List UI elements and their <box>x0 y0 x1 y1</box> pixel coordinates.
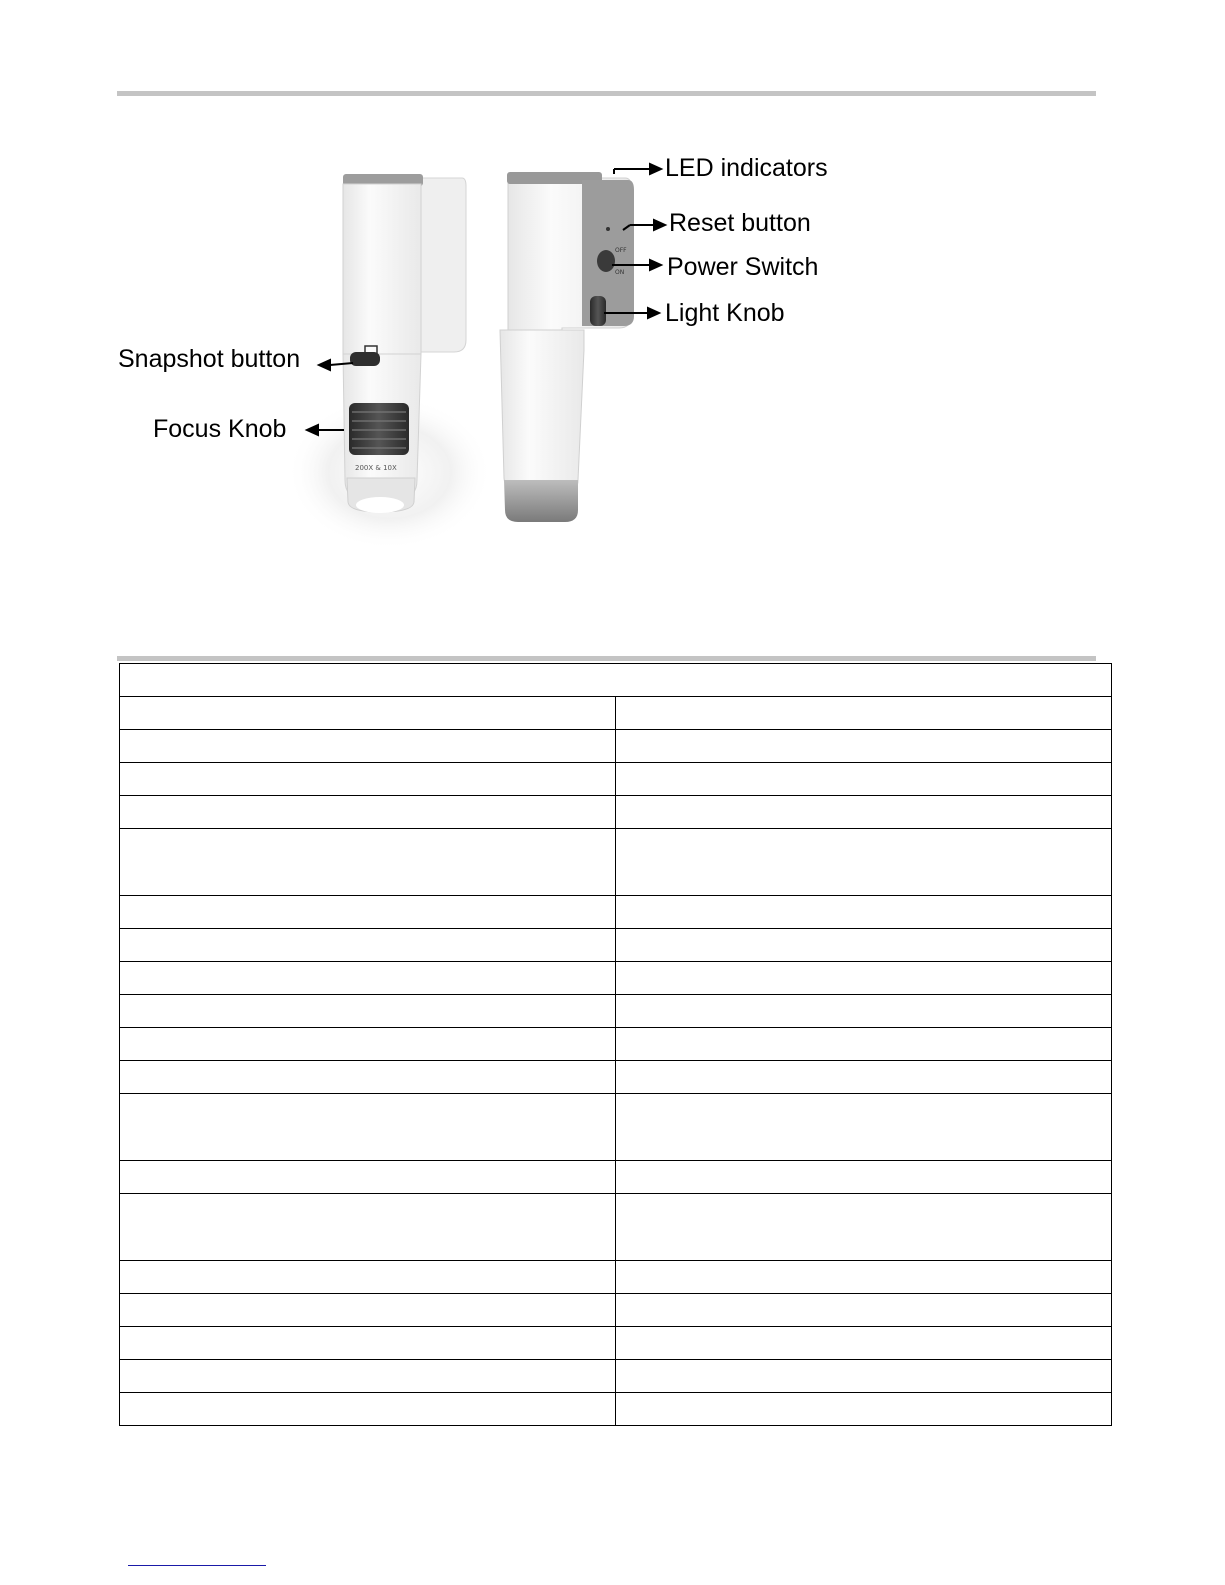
spec-key-cell <box>120 1061 616 1094</box>
table-row <box>120 962 1112 995</box>
spec-key-cell <box>120 962 616 995</box>
spec-key-cell <box>120 1327 616 1360</box>
spec-value-cell <box>616 1061 1112 1094</box>
spec-key-cell <box>120 995 616 1028</box>
spec-key-cell <box>120 763 616 796</box>
table-row <box>120 1327 1112 1360</box>
spec-value-cell <box>616 1294 1112 1327</box>
label-focus-knob: Focus Knob <box>153 415 287 443</box>
spec-value-cell <box>616 1028 1112 1061</box>
magnification-mark: 200X & 10X <box>355 464 397 472</box>
spec-value-cell <box>616 896 1112 929</box>
label-reset-button: Reset button <box>669 209 811 237</box>
arrow-light <box>648 308 659 318</box>
table-row <box>120 796 1112 829</box>
table-row <box>120 1393 1112 1426</box>
table-row <box>120 1094 1112 1161</box>
arrow-reset <box>654 220 665 230</box>
spec-key-cell <box>120 697 616 730</box>
specifications-table <box>119 663 1112 1426</box>
table-row <box>120 1161 1112 1194</box>
spec-value-cell <box>616 1327 1112 1360</box>
arrow-power <box>650 260 661 270</box>
label-power-switch: Power Switch <box>667 253 819 281</box>
table-row <box>120 1261 1112 1294</box>
microscope-figure <box>0 0 1225 640</box>
label-snapshot-button: Snapshot button <box>118 345 301 373</box>
spec-value-cell <box>616 763 1112 796</box>
table-title <box>120 664 1112 697</box>
spec-key-cell <box>120 1028 616 1061</box>
spec-key-cell <box>120 1194 616 1261</box>
bottom-cap <box>504 480 578 522</box>
spec-value-cell <box>616 1094 1112 1161</box>
spec-value-cell <box>616 962 1112 995</box>
spec-value-cell <box>616 1161 1112 1194</box>
spec-value-cell <box>616 1360 1112 1393</box>
power-switch-shape <box>597 250 615 272</box>
spec-value-cell <box>616 730 1112 763</box>
spec-key-cell <box>120 1360 616 1393</box>
label-led-indicators: LED indicators <box>665 154 828 182</box>
table-row <box>120 829 1112 896</box>
spec-key-cell <box>120 1294 616 1327</box>
arrow-snapshot <box>319 360 330 370</box>
spec-key-cell <box>120 1094 616 1161</box>
spec-key-cell <box>120 896 616 929</box>
spec-value-cell <box>616 995 1112 1028</box>
microscope-side-view <box>500 172 634 522</box>
table-row <box>120 697 1112 730</box>
arrow-led <box>650 164 661 174</box>
spec-key-cell <box>120 1393 616 1426</box>
light-knob-shape <box>590 296 606 326</box>
table-row <box>120 896 1112 929</box>
table-row <box>120 1294 1112 1327</box>
switch-on-mark: ON <box>615 269 625 276</box>
spec-value-cell <box>616 1393 1112 1426</box>
spec-value-cell <box>616 929 1112 962</box>
table-row <box>120 1028 1112 1061</box>
snapshot-button-shape <box>350 352 380 366</box>
spec-key-cell <box>120 1261 616 1294</box>
spec-key-cell <box>120 730 616 763</box>
table-row <box>120 929 1112 962</box>
focus-knob-shape <box>349 403 409 455</box>
table-row <box>120 1360 1112 1393</box>
table-row <box>120 995 1112 1028</box>
table-row <box>120 730 1112 763</box>
spec-value-cell <box>616 697 1112 730</box>
table-row <box>120 1194 1112 1261</box>
spec-key-cell <box>120 796 616 829</box>
table-row <box>120 763 1112 796</box>
table-row <box>120 1061 1112 1094</box>
spec-key-cell <box>120 1161 616 1194</box>
spec-value-cell <box>616 796 1112 829</box>
microscope-front-view <box>287 174 492 550</box>
section-divider <box>117 656 1096 661</box>
lens-light <box>356 497 404 513</box>
table-title-row <box>120 664 1112 697</box>
spec-value-cell <box>616 829 1112 896</box>
footer-link[interactable] <box>128 1565 266 1566</box>
spec-key-cell <box>120 829 616 896</box>
label-light-knob: Light Knob <box>665 299 785 327</box>
switch-off-mark: OFF <box>615 247 627 254</box>
reset-button-shape <box>606 227 610 231</box>
spec-value-cell <box>616 1194 1112 1261</box>
spec-value-cell <box>616 1261 1112 1294</box>
spec-key-cell <box>120 929 616 962</box>
